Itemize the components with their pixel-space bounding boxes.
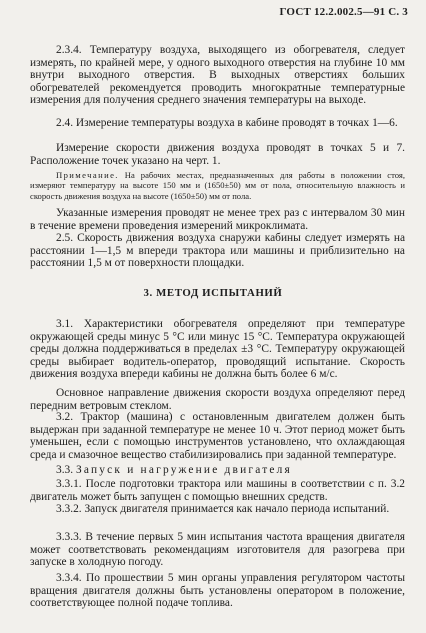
subheading-text: Запуск и нагружение двигателя [75, 464, 292, 476]
note-block [30, 170, 405, 201]
paragraph-air-speed-points: Измерение скорости движения воздуха проводят в точках 5 и 7. Расположение точек указано на черт. 1. [30, 142, 405, 167]
paragraph-3-3-2: 3.3.2. Запуск двигателя принимается как начало периода испытаний. [56, 503, 390, 515]
note-lead: Примечание. [56, 170, 119, 180]
paragraph-air-direction: Основное направление движения скорости воздуха определяют перед передним ветровым стеклом. [30, 387, 405, 412]
page-header: ГОСТ 12.2.002.5—91 С. 3 [279, 6, 408, 18]
paragraph-3-1: 3.1. Характеристики обогревателя определяют при температуре окружающей среды минус 5 °С или минус 15 °С. Температура окружающей среды должна поддерживаться в пределах ±3 °С. Температуру окружающей среды выбирает водитель-оператор, проводящий испытание. Скорость движения воздуха впереди кабины не должна быть более 6 м/с. [30, 318, 405, 381]
paragraph-3-3-4: 3.3.4. По прошествии 5 мин органы управления регулятором частоты вращения двигателя должны быть установлены оператором в положение, соответствующее полной подаче топлива. [30, 572, 405, 610]
subheading-3-3 [30, 464, 405, 477]
paragraph-3-2: 3.2. Трактор (машина) с остановленным двигателем должен быть выдержан при заданной температуре не менее 10 ч. Этот период может быть уменьшен, если с помощью инструментов установлено, что охлаждающая среда и смазочное вещество стабилизировались при заданной температуре. [30, 411, 405, 461]
subheading-number: 3.3. [56, 464, 74, 476]
paragraph-3-3-1: 3.3.1. После подготовки трактора или машины в соответствии с п. 3.2 двигатель может быть запущен с помощью внешних средств. [30, 478, 405, 503]
paragraph-2-4: 2.4. Измерение температуры воздуха в кабине проводят в точках 1—6. [56, 117, 398, 129]
paragraph-2-3-4: 2.3.4. Температуру воздуха, выходящего из обогревателя, следует измерять, по крайней мере, у одного выходного отверстия на глубине 10 мм внутри выходного отверстия. В выходных отверстиях больших обогревателей рекомендуется проводить многократные температурные измерения для получения среднего значения температуры на выходе. [30, 44, 405, 107]
section-title: 3. МЕТОД ИСПЫТАНИЙ [143, 287, 283, 299]
paragraph-3-3-3: 3.3.3. В течение первых 5 мин испытания частота вращения двигателя может соответствовать рекомендациям изготовителя для разогрева при запуске в холодную погоду. [30, 531, 405, 569]
note-text: На рабочих местах, предназначенных для работы в положении стоя, измеряют температуру на высоте 150 мм и (1650±50) мм от пола, относительную влажность и скорость движения воздуха на высоте (1650±50) мм от пола. [30, 170, 405, 201]
paragraph-measurements-repeat: Указанные измерения проводят не менее трех раз с интервалом 30 мин в течение времени проведения измерений микроклимата. [30, 207, 405, 232]
paragraph-2-5: 2.5. Скорость движения воздуха снаружи кабины следует измерять на расстоянии 1—1,5 м впереди трактора или машины и приблизительно на расстоянии 1,5 м от поверхности площадки. [30, 232, 405, 270]
